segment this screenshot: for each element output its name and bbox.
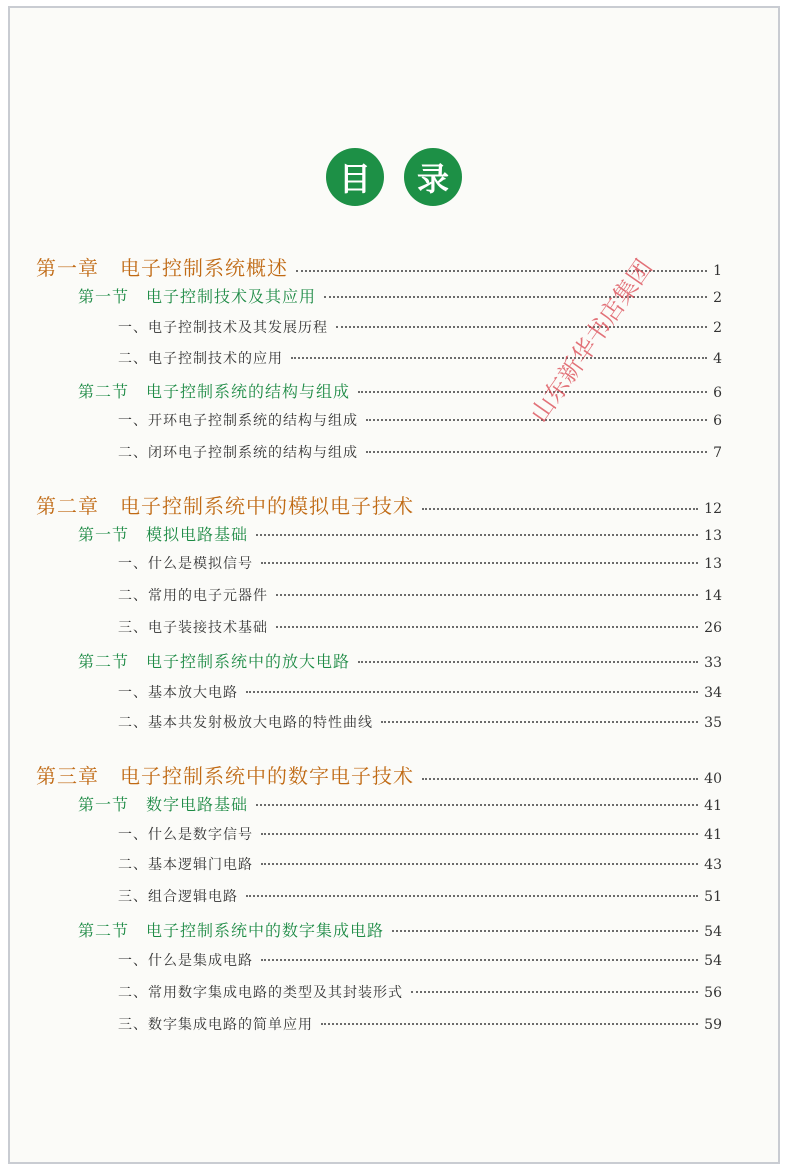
- toc-item-entry[interactable]: [118, 317, 722, 337]
- toc-entry-label: 二、闭环电子控制系统的结构与组成: [118, 445, 358, 461]
- toc-item-entry[interactable]: [118, 585, 722, 605]
- toc-entry-label: 第二章 电子控制系统中的模拟电子技术: [36, 494, 414, 518]
- table-of-contents: [10, 8, 778, 1162]
- toc-item-entry[interactable]: [118, 982, 722, 1002]
- toc-entry-page-number: 13: [704, 528, 722, 544]
- toc-entry-label: 二、常用数字集成电路的类型及其封装形式: [118, 985, 403, 1001]
- toc-chapter-entry[interactable]: [36, 760, 722, 789]
- dot-leader: [246, 895, 698, 897]
- dot-leader: [261, 562, 698, 564]
- toc-section-entry[interactable]: [78, 522, 722, 545]
- toc-entry-label: 第二节 电子控制系统中的数字集成电路: [78, 921, 385, 940]
- toc-entry-label: 一、什么是数字信号: [118, 827, 253, 843]
- dot-leader: [422, 778, 698, 780]
- dot-leader: [366, 451, 707, 453]
- toc-entry-page-number: 35: [704, 715, 722, 731]
- toc-entry-label: 第一章 电子控制系统概述: [36, 256, 288, 280]
- toc-section-entry[interactable]: [78, 379, 722, 402]
- toc-entry-label: 三、电子装接技术基础: [118, 620, 268, 636]
- toc-entry-label: 二、电子控制技术的应用: [118, 351, 283, 367]
- dot-leader: [246, 691, 698, 693]
- toc-entry-page-number: 6: [713, 413, 722, 429]
- dot-leader: [276, 594, 698, 596]
- toc-entry-label: 一、什么是集成电路: [118, 953, 253, 969]
- toc-item-entry[interactable]: [118, 950, 722, 970]
- toc-entry-page-number: 26: [704, 620, 722, 636]
- toc-entry-label: 第一节 模拟电路基础: [78, 525, 249, 544]
- toc-entry-page-number: 40: [704, 771, 722, 787]
- toc-entry-page-number: 2: [713, 320, 722, 336]
- dot-leader: [291, 357, 707, 359]
- toc-entry-page-number: 43: [704, 857, 722, 873]
- toc-entry-page-number: 54: [704, 953, 722, 969]
- dot-leader: [321, 1023, 698, 1025]
- toc-entry-label: 第二节 电子控制系统中的放大电路: [78, 652, 351, 671]
- toc-entry-page-number: 41: [704, 827, 722, 843]
- toc-entry-label: 二、基本共发射极放大电路的特性曲线: [118, 715, 373, 731]
- toc-entry-page-number: 51: [704, 889, 722, 905]
- dot-leader: [411, 991, 698, 993]
- toc-entry-page-number: 1: [713, 263, 722, 279]
- toc-entry-label: 第一节 电子控制技术及其应用: [78, 287, 317, 306]
- toc-entry-page-number: 2: [713, 290, 722, 306]
- toc-entry-page-number: 56: [704, 985, 722, 1001]
- toc-item-entry[interactable]: [118, 442, 722, 462]
- toc-item-entry[interactable]: [118, 886, 722, 906]
- page: [8, 6, 780, 1164]
- dot-leader: [276, 626, 698, 628]
- toc-entry-page-number: 6: [713, 385, 722, 401]
- toc-entry-page-number: 59: [704, 1017, 722, 1033]
- watermark: 山东新华书店集团: [524, 254, 658, 428]
- toc-item-entry[interactable]: [118, 854, 722, 874]
- toc-entry-label: 二、常用的电子元器件: [118, 588, 268, 604]
- toc-entry-label: 一、开环电子控制系统的结构与组成: [118, 413, 358, 429]
- toc-entry-page-number: 7: [713, 445, 722, 461]
- toc-entry-label: 第三章 电子控制系统中的数字电子技术: [36, 764, 414, 788]
- toc-entry-page-number: 41: [704, 798, 722, 814]
- toc-item-entry[interactable]: [118, 1014, 722, 1034]
- toc-entry-label: 三、组合逻辑电路: [118, 889, 238, 905]
- toc-entry-label: 二、基本逻辑门电路: [118, 857, 253, 873]
- toc-entry-label: 三、数字集成电路的简单应用: [118, 1017, 313, 1033]
- toc-entry-page-number: 14: [704, 588, 722, 604]
- toc-entry-label: 第二节 电子控制系统的结构与组成: [78, 382, 351, 401]
- dot-leader: [422, 508, 698, 510]
- dot-leader: [324, 296, 707, 298]
- toc-section-entry[interactable]: [78, 918, 722, 941]
- toc-item-entry[interactable]: [118, 553, 722, 573]
- toc-section-entry[interactable]: [78, 792, 722, 815]
- toc-entry-page-number: 33: [704, 655, 722, 671]
- dot-leader: [261, 833, 698, 835]
- toc-entry-page-number: 13: [704, 556, 722, 572]
- dot-leader: [256, 534, 698, 536]
- toc-chapter-entry[interactable]: [36, 490, 722, 519]
- dot-leader: [256, 804, 698, 806]
- toc-entry-page-number: 4: [713, 351, 722, 367]
- toc-entry-label: 一、什么是模拟信号: [118, 556, 253, 572]
- title-char-1: 目: [326, 148, 384, 206]
- dot-leader: [261, 863, 698, 865]
- toc-entry-label: 一、基本放大电路: [118, 685, 238, 701]
- toc-entry-page-number: 12: [704, 501, 722, 517]
- dot-leader: [261, 959, 698, 961]
- toc-section-entry[interactable]: [78, 649, 722, 672]
- dot-leader: [381, 721, 698, 723]
- toc-item-entry[interactable]: [118, 682, 722, 702]
- toc-entry-page-number: 54: [704, 924, 722, 940]
- toc-entry-label: 第一节 数字电路基础: [78, 795, 249, 814]
- toc-item-entry[interactable]: [118, 617, 722, 637]
- dot-leader: [336, 326, 707, 328]
- dot-leader: [392, 930, 698, 932]
- toc-item-entry[interactable]: [118, 410, 722, 430]
- toc-item-entry[interactable]: [118, 348, 722, 368]
- toc-item-entry[interactable]: [118, 712, 722, 732]
- title-char-2: 录: [404, 148, 462, 206]
- dot-leader: [358, 661, 698, 663]
- toc-item-entry[interactable]: [118, 824, 722, 844]
- toc-entry-label: 一、电子控制技术及其发展历程: [118, 320, 328, 336]
- toc-entry-page-number: 34: [704, 685, 722, 701]
